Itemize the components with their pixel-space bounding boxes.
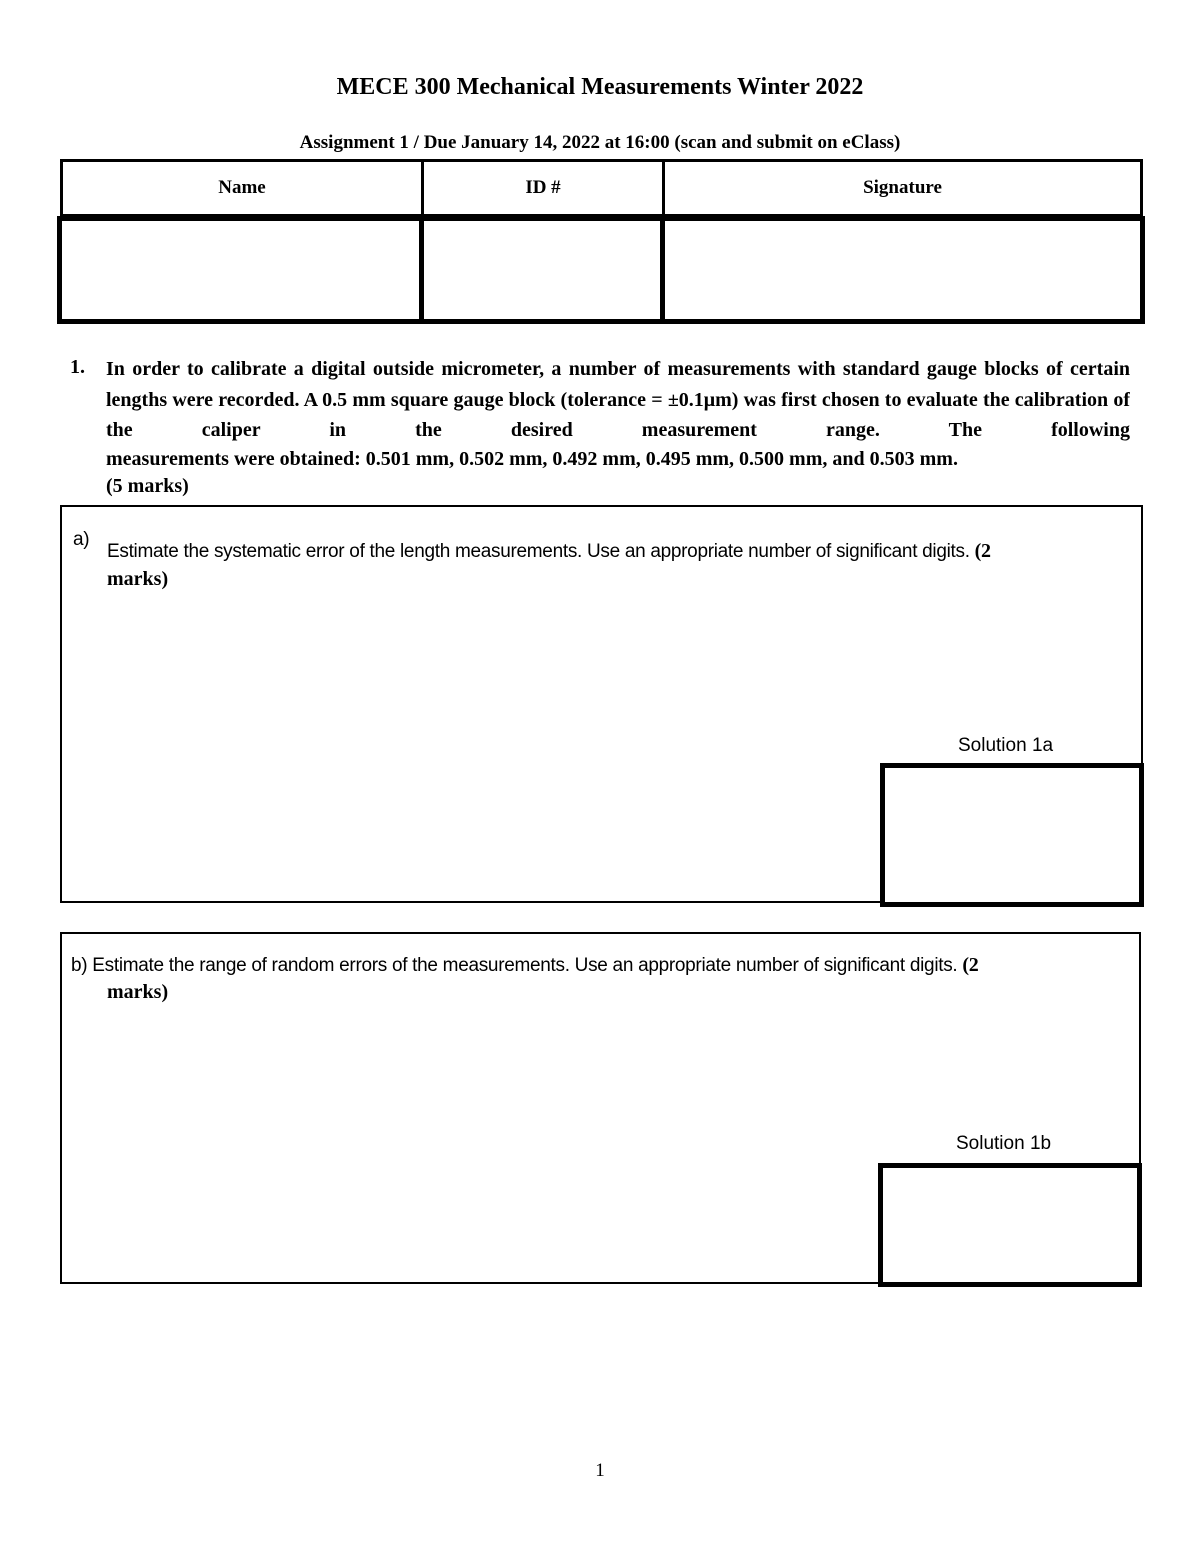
assignment-due-line: Assignment 1 / Due January 14, 2022 at 16:00 (scan and submit on eClass) bbox=[299, 132, 901, 153]
solution-1a-label: Solution 1a bbox=[958, 735, 1054, 756]
part-a-marks-open: (2 bbox=[974, 540, 991, 562]
id-field[interactable] bbox=[419, 216, 665, 324]
signature-header: Signature bbox=[662, 159, 1143, 217]
question-text: In order to calibrate a digital outside micrometer, a number of measurements with standard gauge blocks of certain lengths were recorded. A 0.5 mm square gauge block (tolerance = ±0.1μm) was first chosen to evaluate the calibration of the caliper in the desired measurement range. The following bbox=[106, 358, 1130, 441]
name-field[interactable] bbox=[57, 216, 424, 324]
part-b-prompt bbox=[71, 954, 1136, 977]
part-b-marks-close: marks) bbox=[107, 981, 169, 1003]
part-b-marks-open: (2 bbox=[962, 954, 979, 976]
page-title: MECE 300 Mechanical Measurements Winter 2022 bbox=[336, 74, 864, 100]
question-measurements-line: measurements were obtained: 0.501 mm, 0.502 mm, 0.492 mm, 0.495 mm, 0.500 mm, and 0.503 mm. bbox=[106, 448, 958, 470]
solution-1a-box[interactable] bbox=[880, 763, 1144, 907]
part-a-label: a) bbox=[73, 529, 90, 550]
solution-1b-box[interactable] bbox=[878, 1163, 1142, 1287]
signature-field[interactable] bbox=[660, 216, 1145, 324]
solution-1b-label: Solution 1b bbox=[956, 1133, 1052, 1154]
part-a-marks-close: marks) bbox=[107, 568, 169, 590]
page-number: 1 bbox=[595, 1460, 605, 1481]
name-header: Name bbox=[60, 159, 424, 217]
part-b-text: b) Estimate the range of random errors of the measurements. Use an appropriate number of significant digits. bbox=[71, 955, 958, 976]
question-marks: (5 marks) bbox=[106, 475, 189, 497]
part-a-prompt bbox=[107, 540, 1137, 563]
id-header: ID # bbox=[421, 159, 665, 217]
part-a-text: Estimate the systematic error of the length measurements. Use an appropriate number of significant digits. bbox=[107, 541, 970, 562]
question-number: 1. bbox=[70, 356, 85, 378]
